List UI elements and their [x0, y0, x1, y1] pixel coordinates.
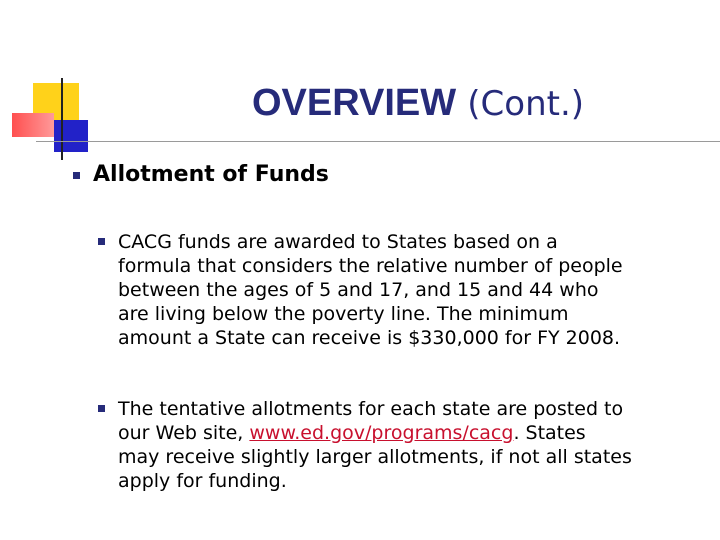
- paragraph1-line: formula that considers the relative number of people: [118, 255, 623, 277]
- slide-title: [252, 84, 584, 122]
- decorative-red-bar: [12, 113, 54, 137]
- paragraph1-bullet-icon: [98, 238, 105, 245]
- slide-title-suffix: (Cont.): [467, 84, 585, 124]
- paragraph-allotment-formula: [118, 230, 708, 350]
- paragraph2-line: may receive slightly larger allotments, if not all states: [118, 446, 632, 468]
- paragraph1-line: are living below the poverty line. The minimum: [118, 303, 569, 325]
- paragraph1-line: amount a State can receive is $330,000 for FY 2008.: [118, 327, 621, 349]
- paragraph2-line2-before: our Web site,: [118, 422, 250, 444]
- paragraph2-bullet-icon: [98, 405, 105, 412]
- paragraph2-line2-after: . States: [513, 422, 586, 444]
- paragraph2-line-with-link: [118, 421, 708, 445]
- section-heading: Allotment of Funds: [93, 162, 329, 187]
- decorative-vertical-line: [61, 78, 63, 160]
- paragraph2-line: apply for funding.: [118, 470, 287, 492]
- heading-bullet-icon: [73, 172, 80, 179]
- paragraph1-line: CACG funds are awarded to States based on a: [118, 231, 558, 253]
- paragraph-tentative-allotments: [118, 397, 708, 493]
- paragraph1-line: between the ages of 5 and 17, and 15 and 44 who: [118, 279, 599, 301]
- title-underline-rule: [36, 141, 720, 142]
- decorative-blue-square: [54, 120, 88, 152]
- cacg-website-link[interactable]: www.ed.gov/programs/cacg: [249, 422, 514, 444]
- slide-title-main: OVERVIEW: [252, 82, 457, 124]
- paragraph2-line: The tentative allotments for each state are posted to: [118, 398, 624, 420]
